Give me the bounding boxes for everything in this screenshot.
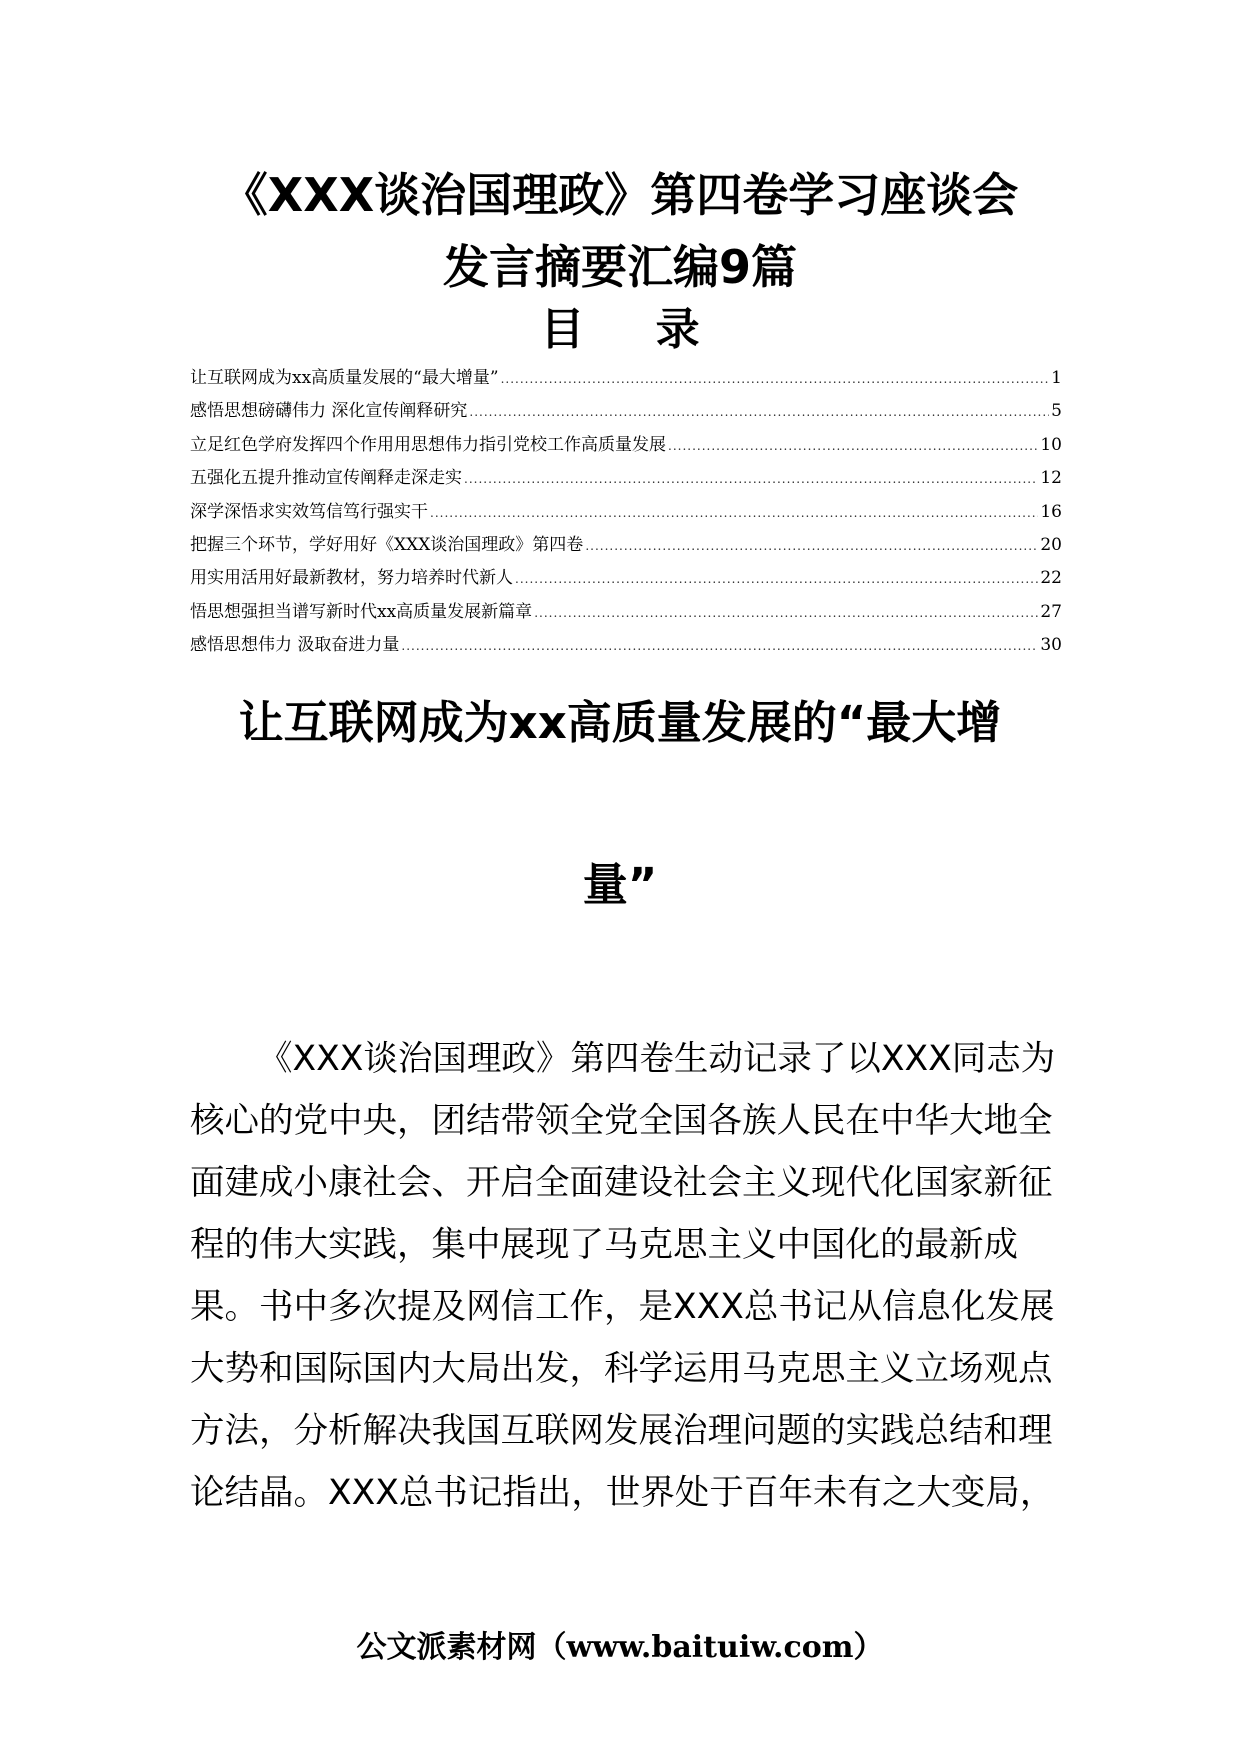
toc-entry-page: 5 (1051, 401, 1062, 422)
document-title-line-2: 发言摘要汇编9篇 (442, 240, 797, 294)
body-line: 果。书中多次提及网信工作，是XXX总书记从信息化发展 (190, 1287, 1055, 1327)
toc-entry-title: 五强化五提升推动宣传阐释走深走实 (190, 468, 462, 489)
footer-watermark-text: 公文派素材网（www.baituiw.com） (356, 1630, 884, 1665)
toc-entry[interactable] (190, 629, 1062, 662)
toc-leader-dots (430, 497, 1038, 530)
toc-entry-title: 把握三个环节，学好用好《XXX谈治国理政》第四卷 (190, 534, 584, 555)
toc-entry-page: 27 (1040, 601, 1062, 622)
toc-leader-dots (534, 597, 1038, 630)
body-line: 大势和国际国内大局出发，科学运用马克思主义立场观点 (190, 1349, 1053, 1389)
toc-leader-dots (401, 630, 1038, 663)
toc-heading: 目 录 (540, 304, 728, 355)
toc-entry[interactable] (190, 596, 1062, 629)
body-line: 面建成小康社会、开启全面建设社会主义现代化国家新征 (190, 1163, 1053, 1203)
body-line: 程的伟大实践，集中展现了马克思主义中国化的最新成 (190, 1225, 1018, 1265)
toc-entry[interactable] (190, 496, 1062, 529)
table-of-contents (190, 362, 1062, 663)
toc-entry-title: 让互联网成为xx高质量发展的“最大增量” (190, 368, 499, 388)
toc-leader-dots (464, 463, 1038, 496)
toc-entry-page: 10 (1040, 434, 1062, 455)
section-title-line-2: 量” (582, 858, 658, 911)
toc-entry-title: 感悟思想磅礴伟力 深化宣传阐释研究 (190, 401, 468, 422)
toc-leader-dots (501, 363, 1050, 396)
toc-entry-title: 悟思想强担当谱写新时代xx高质量发展新篇章 (190, 601, 533, 622)
body-line: 核心的党中央，团结带领全党全国各族人民在中华大地全 (190, 1101, 1053, 1141)
toc-entry[interactable] (190, 462, 1062, 495)
toc-entry-page: 30 (1040, 635, 1062, 656)
toc-leader-dots (469, 396, 1049, 429)
toc-entry-title: 用实用活用好最新教材，努力培养时代新人 (190, 568, 513, 589)
toc-leader-dots (515, 563, 1038, 596)
toc-entry-page: 16 (1040, 501, 1062, 522)
toc-entry-title: 感悟思想伟力 汲取奋进力量 (190, 635, 400, 656)
toc-entry-page: 12 (1040, 468, 1062, 489)
toc-entry-page: 22 (1040, 568, 1062, 589)
toc-entry-title: 深学深悟求实效笃信笃行强实干 (190, 501, 428, 522)
body-line: 论结晶。XXX总书记指出，世界处于百年未有之大变局， (190, 1473, 1055, 1513)
section-title-line-1: 让互联网成为xx高质量发展的“最大增 (238, 696, 1002, 749)
document-title-line-1: 《XXX谈治国理政》第四卷学习座谈会 (221, 168, 1019, 222)
toc-entry[interactable] (190, 395, 1062, 428)
body-line: 方法，分析解决我国互联网发展治理问题的实践总结和理 (190, 1411, 1053, 1451)
toc-entry[interactable] (190, 529, 1062, 562)
toc-entry-page: 20 (1040, 534, 1062, 555)
body-line: 《XXX谈治国理政》第四卷生动记录了以XXX同志为 (258, 1039, 1056, 1079)
toc-entry-title: 立足红色学府发挥四个作用用思想伟力指引党校工作高质量发展 (190, 434, 666, 455)
toc-entry-page: 1 (1051, 368, 1062, 388)
toc-entry[interactable] (190, 429, 1062, 462)
body-paragraph (190, 1028, 1060, 1524)
toc-leader-dots (585, 530, 1038, 563)
toc-entry[interactable] (190, 362, 1062, 395)
toc-leader-dots (668, 430, 1038, 463)
toc-entry[interactable] (190, 562, 1062, 595)
